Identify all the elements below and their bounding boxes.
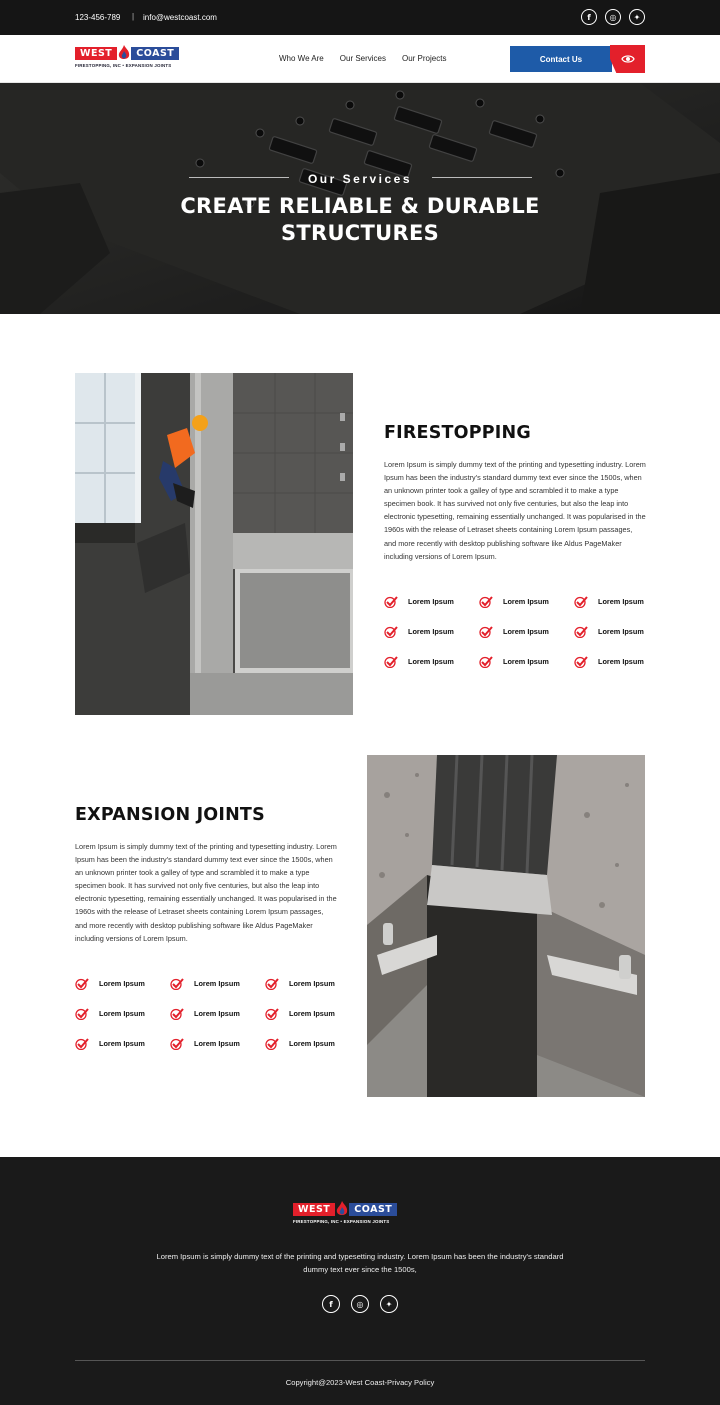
phone-number[interactable]: 123-456-789 <box>75 13 121 22</box>
feature-item <box>170 1037 265 1050</box>
footer-copyright[interactable]: Copyright@2023-West Coast-Privacy Policy <box>285 1378 435 1387</box>
hero-title: CREATE RELIABLE & DURABLE STRUCTURES <box>180 194 540 245</box>
footer-description: Lorem Ipsum is simply dummy text of the printing and typesetting industry. Lorem Ipsum has been the industry's standard dummy text ever since the 1500s, <box>156 1252 564 1274</box>
feature-label: Lorem Ipsum <box>408 627 454 636</box>
nav-link-our-services[interactable]: Our Services <box>339 54 386 63</box>
expansion-joints-description: Lorem Ipsum is simply dummy text of the printing and typesetting industry. Lorem Ipsum has been the industry's standard dummy text ever since the 1500s, when an unknown printer took a galley of type and scrambled it to make a type specimen book. It has survived not only five centuries, but also the leap into electronic typesetting, remaining essentially unchanged. It was popularised in the 1960s with the release of Letraset sheets containing Lorem Ipsum passages, and more recently with desktop publishing software like Aldus PageMaker including versions of Lorem Ipsum. <box>75 842 337 943</box>
feature-item <box>265 977 345 990</box>
feature-item <box>574 655 654 668</box>
feature-item <box>479 655 574 668</box>
feature-item <box>75 977 170 990</box>
check-icon <box>265 1008 279 1020</box>
flame-icon <box>335 1201 349 1217</box>
footer-logo[interactable] <box>293 1201 428 1231</box>
check-icon <box>384 656 398 668</box>
check-icon <box>479 656 493 668</box>
feature-label: Lorem Ipsum <box>598 597 644 606</box>
feature-item <box>384 655 479 668</box>
feature-label: Lorem Ipsum <box>408 657 454 666</box>
main-navbar <box>0 35 720 83</box>
feature-label: Lorem Ipsum <box>194 1039 240 1048</box>
feature-item <box>265 1037 345 1050</box>
feature-item <box>170 977 265 990</box>
feature-label: Lorem Ipsum <box>408 597 454 606</box>
check-icon <box>574 596 588 608</box>
brand-logo[interactable] <box>75 45 210 73</box>
instagram-icon[interactable]: ◎ <box>605 9 621 25</box>
check-icon <box>170 1008 184 1020</box>
site-footer <box>0 1157 720 1405</box>
logo-coast-text: COAST <box>349 1203 397 1216</box>
twitter-icon[interactable]: ✦ <box>380 1295 398 1313</box>
feature-label: Lorem Ipsum <box>99 1039 145 1048</box>
feature-item <box>75 1007 170 1020</box>
feature-label: Lorem Ipsum <box>99 1009 145 1018</box>
check-icon <box>574 626 588 638</box>
footer-social-links <box>322 1295 398 1313</box>
check-icon <box>265 978 279 990</box>
email-address[interactable]: info@westcoast.com <box>143 13 217 22</box>
feature-label: Lorem Ipsum <box>194 1009 240 1018</box>
feature-label: Lorem Ipsum <box>503 627 549 636</box>
feature-item <box>479 625 574 638</box>
expansion-joint-photo <box>367 755 645 1097</box>
nav-link-who-we-are[interactable]: Who We Are <box>279 54 324 63</box>
logo-tagline: FIRESTOPPING, INC • EXPANSION JOINTS <box>293 1219 390 1224</box>
feature-item <box>265 1007 345 1020</box>
feature-item <box>479 595 574 608</box>
feature-item <box>384 595 479 608</box>
feature-label: Lorem Ipsum <box>289 979 335 988</box>
nav-menu <box>279 54 446 63</box>
check-icon <box>75 978 89 990</box>
feature-item <box>574 625 654 638</box>
expansion-feature-list <box>75 977 345 1050</box>
check-icon <box>479 596 493 608</box>
check-icon <box>384 596 398 608</box>
flame-icon <box>117 45 131 61</box>
feature-label: Lorem Ipsum <box>194 979 240 988</box>
nav-link-our-projects[interactable]: Our Projects <box>402 54 447 63</box>
feature-item <box>75 1037 170 1050</box>
feature-label: Lorem Ipsum <box>289 1009 335 1018</box>
facebook-icon[interactable]: f <box>322 1295 340 1313</box>
firestopping-description: Lorem Ipsum is simply dummy text of the printing and typesetting industry. Lorem Ipsum has been the industry's standard dummy text ever since the 1500s, when an unknown printer took a galley of type and scrambled it to make a type specimen book. It has survived not only five centuries, but also the leap into electronic typesetting, remaining essentially unchanged. It was popularised in the 1960s with the release of Letraset sheets containing Lorem Ipsum passages, and more recently with desktop publishing software like Aldus PageMaker including versions of Lorem Ipsum. <box>384 460 646 561</box>
feature-label: Lorem Ipsum <box>503 597 549 606</box>
check-icon <box>384 626 398 638</box>
firestopping-feature-list <box>384 595 654 668</box>
check-icon <box>574 656 588 668</box>
topbar-separator: | <box>132 12 135 21</box>
check-icon <box>75 1008 89 1020</box>
contact-us-button[interactable]: Contact Us <box>510 46 612 72</box>
feature-item <box>384 625 479 638</box>
check-icon <box>265 1038 279 1050</box>
logo-coast-text: COAST <box>131 47 179 60</box>
feature-item <box>574 595 654 608</box>
footer-divider <box>75 1360 645 1361</box>
expansion-joints-title: EXPANSION JOINTS <box>75 805 265 825</box>
feature-label: Lorem Ipsum <box>598 657 644 666</box>
check-icon <box>170 1038 184 1050</box>
feature-label: Lorem Ipsum <box>289 1039 335 1048</box>
firestopping-photo <box>75 373 353 715</box>
facebook-icon[interactable]: f <box>581 9 597 25</box>
check-icon <box>479 626 493 638</box>
feature-label: Lorem Ipsum <box>99 979 145 988</box>
top-bar <box>0 0 720 35</box>
instagram-icon[interactable]: ◎ <box>351 1295 369 1313</box>
logo-west-text: WEST <box>75 47 117 60</box>
feature-label: Lorem Ipsum <box>503 657 549 666</box>
check-icon <box>75 1038 89 1050</box>
hero-banner <box>0 83 720 314</box>
twitter-icon[interactable]: ✦ <box>629 9 645 25</box>
feature-item <box>170 1007 265 1020</box>
eye-icon <box>621 54 635 64</box>
contact-eye-icon[interactable] <box>610 45 645 73</box>
feature-label: Lorem Ipsum <box>598 627 644 636</box>
logo-west-text: WEST <box>293 1203 335 1216</box>
hero-eyebrow: Our Services <box>307 172 413 186</box>
firestopping-title: FIRESTOPPING <box>384 423 531 443</box>
logo-tagline: FIRESTOPPING, INC • EXPANSION JOINTS <box>75 63 172 68</box>
topbar-social-links <box>581 9 645 25</box>
check-icon <box>170 978 184 990</box>
